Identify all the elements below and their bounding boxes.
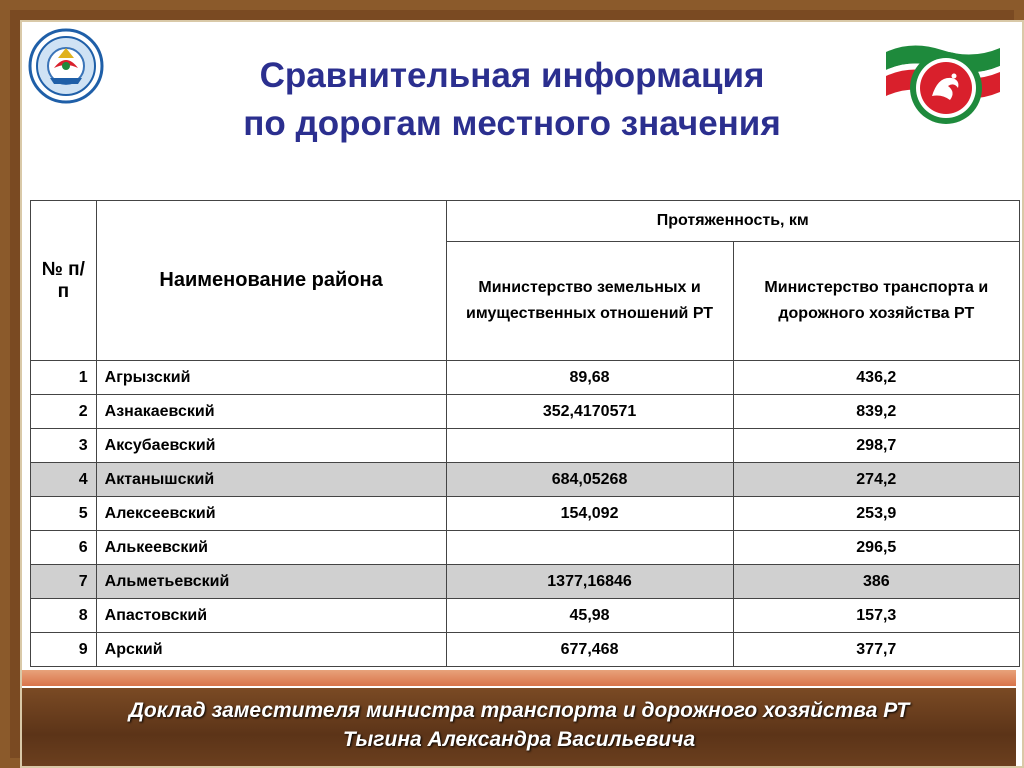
row-value-land — [446, 429, 733, 463]
table-row — [31, 633, 1020, 667]
row-num: 8 — [31, 599, 97, 633]
row-num: 2 — [31, 395, 97, 429]
table-row — [31, 463, 1020, 497]
row-num: 7 — [31, 565, 97, 599]
row-num: 1 — [31, 361, 97, 395]
slide-content — [20, 20, 1024, 768]
header-ministry-land: Министерство земельных и имущественных отношений РТ — [446, 242, 733, 361]
row-value-land: 154,092 — [446, 497, 733, 531]
tatarstan-flag-emblem-icon — [882, 32, 1004, 132]
row-value-transport: 386 — [733, 565, 1019, 599]
footer-stripe — [22, 670, 1016, 686]
header-district-name: Наименование района — [96, 201, 446, 361]
row-value-transport: 298,7 — [733, 429, 1019, 463]
table-row — [31, 599, 1020, 633]
row-value-transport: 377,7 — [733, 633, 1019, 667]
table-row — [31, 497, 1020, 531]
table-row — [31, 429, 1020, 463]
row-num: 5 — [31, 497, 97, 531]
row-num: 6 — [31, 531, 97, 565]
row-name: Алексеевский — [96, 497, 446, 531]
row-name: Альметьевский — [96, 565, 446, 599]
row-value-land: 677,468 — [446, 633, 733, 667]
footer-banner — [22, 688, 1016, 766]
row-value-transport: 157,3 — [733, 599, 1019, 633]
ministry-emblem-icon — [28, 28, 104, 104]
row-num: 3 — [31, 429, 97, 463]
row-name: Актанышский — [96, 463, 446, 497]
title-line-1: Сравнительная информация — [259, 56, 765, 95]
row-num: 4 — [31, 463, 97, 497]
row-value-land: 1377,16846 — [446, 565, 733, 599]
row-value-transport: 296,5 — [733, 531, 1019, 565]
header-length-km: Протяженность, км — [446, 201, 1020, 242]
row-name: Алькеевский — [96, 531, 446, 565]
row-name: Азнакаевский — [96, 395, 446, 429]
footer-line-2: Тыгина Александра Васильевича — [342, 728, 696, 751]
row-name: Агрызский — [96, 361, 446, 395]
table-header-row — [31, 201, 1020, 242]
footer-line-1: Доклад заместителя министра транспорта и дорожного хозяйства РТ — [128, 699, 910, 722]
row-name: Аксубаевский — [96, 429, 446, 463]
table-row — [31, 565, 1020, 599]
row-name: Арский — [96, 633, 446, 667]
row-value-land — [446, 531, 733, 565]
row-value-transport: 436,2 — [733, 361, 1019, 395]
header-num: № п/п — [31, 201, 97, 361]
row-value-land: 684,05268 — [446, 463, 733, 497]
title-line-2: по дорогам местного значения — [243, 104, 781, 143]
table-row — [31, 531, 1020, 565]
roads-table — [30, 200, 1020, 667]
row-name: Апастовский — [96, 599, 446, 633]
table-row — [31, 361, 1020, 395]
row-value-transport: 274,2 — [733, 463, 1019, 497]
row-num: 9 — [31, 633, 97, 667]
table-row — [31, 395, 1020, 429]
row-value-land: 45,98 — [446, 599, 733, 633]
row-value-land: 352,4170571 — [446, 395, 733, 429]
row-value-transport: 253,9 — [733, 497, 1019, 531]
row-value-land: 89,68 — [446, 361, 733, 395]
row-value-transport: 839,2 — [733, 395, 1019, 429]
page-title — [142, 52, 882, 148]
header-ministry-transport: Министерство транспорта и дорожного хозяйства РТ — [733, 242, 1019, 361]
